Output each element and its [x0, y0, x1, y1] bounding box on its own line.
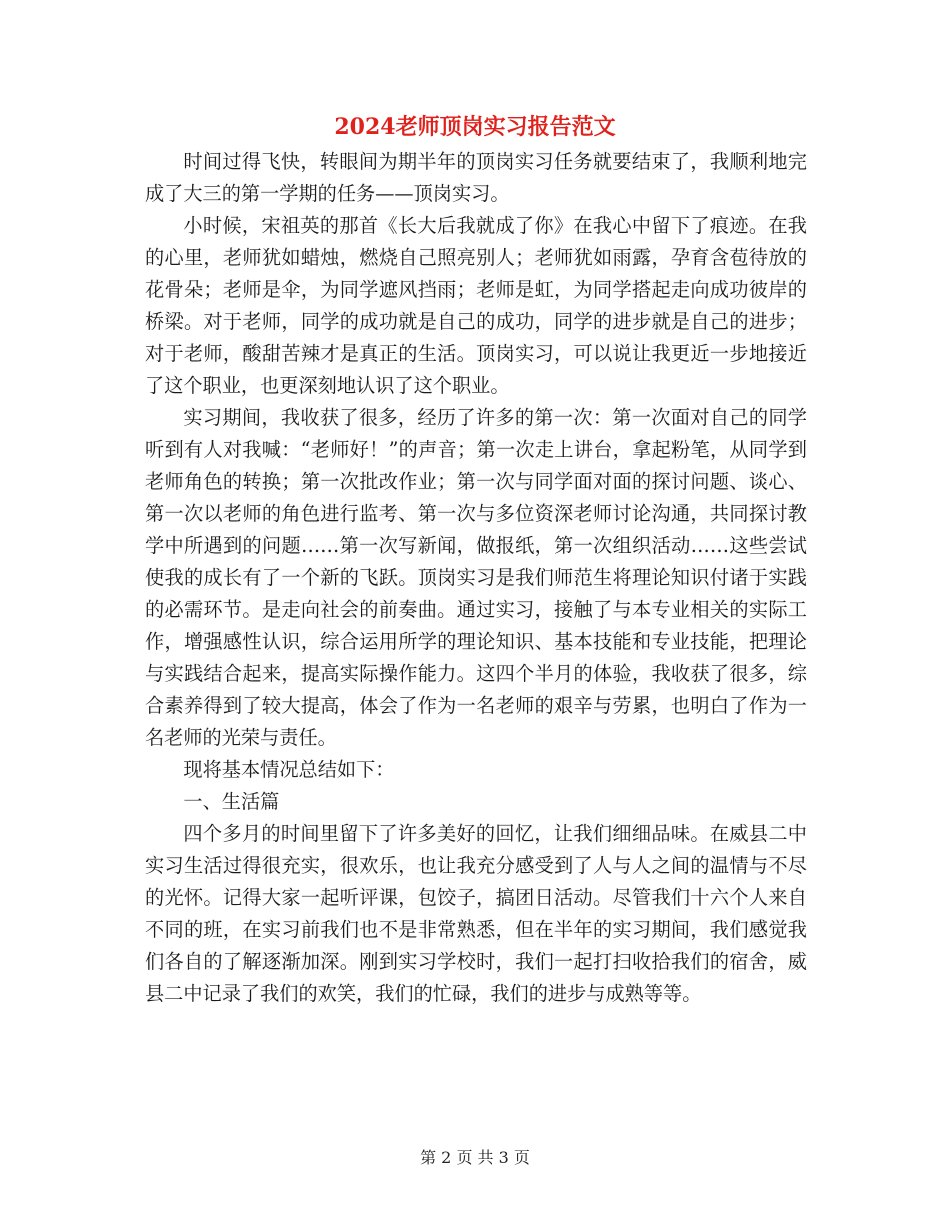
document-body — [145, 146, 807, 1010]
paragraph-childhood: 小时候，宋祖英的那首《长大后我就成了你》在我心中留下了痕迹。在我的心里，老师犹如蜡烛，燃烧自己照亮别人；老师犹如雨露，孕育含苞待放的花骨朵；老师是伞，为同学遮风挡雨；老师是虹，为同学搭起走向成功彼岸的桥梁。对于老师，同学的成功就是自己的成功，同学的进步就是自己的进步；对于老师，酸甜苦辣才是真正的生活。顶岗实习，可以说让我更近一步地接近了这个职业，也更深刻地认识了这个职业。 — [145, 214, 807, 397]
paragraph-intro: 时间过得飞快，转眼间为期半年的顶岗实习任务就要结束了，我顺利地完成了大三的第一学期的任务——顶岗实习。 — [145, 150, 807, 205]
section-heading-life: 一、生活篇 — [183, 790, 280, 813]
page-number-footer: 第 2 页 共 3 页 — [420, 1148, 530, 1167]
paragraph-internship-gains: 实习期间，我收获了很多，经历了许多的第一次：第一次面对自己的同学听到有人对我喊：“老师好！”的声音；第一次走上讲台，拿起粉笔，从同学到老师角色的转换；第一次批改作业；第一次与同学面对面的探讨问题、谈心、第一次以老师的角色进行监考、第一次与多位资深老师讨论沟通，共同探讨教学中所遇到的问题……第一次写新闻，做报纸，第一次组织活动……这些尝试使我的成长有了一个新的飞跃。顶岗实习是我们师范生将理论知识付诸于实践的必需环节。是走向社会的前奏曲。通过实习，接触了与本专业相关的实际工作，增强感性认识，综合运用所学的理论知识、基本技能和专业技能，把理论与实践结合起来，提高实际操作能力。这四个半月的体验，我收获了很多，综合素养得到了较大提高，体会了作为一名老师的艰辛与劳累，也明白了作为一名老师的光荣与责任。 — [145, 406, 807, 749]
document-title: 2024老师顶岗实习报告范文 — [334, 114, 616, 140]
paragraph-summary-intro: 现将基本情况总结如下： — [183, 758, 395, 781]
paragraph-life: 四个多月的时间里留下了许多美好的回忆，让我们细细品味。在威县二中实习生活过得很充实，很欢乐，也让我充分感受到了人与人之间的温情与不尽的光怀。记得大家一起听评课，包饺子，搞团日活动。尽管我们十六个人来自不同的班，在实习前我们也不是非常熟悉，但在半年的实习期间，我们感觉我们各自的了解逐渐加深。刚到实习学校时，我们一起打扫收拾我们的宿舍，威县二中记录了我们的欢笑，我们的忙碌，我们的进步与成熟等等。 — [145, 822, 807, 1005]
